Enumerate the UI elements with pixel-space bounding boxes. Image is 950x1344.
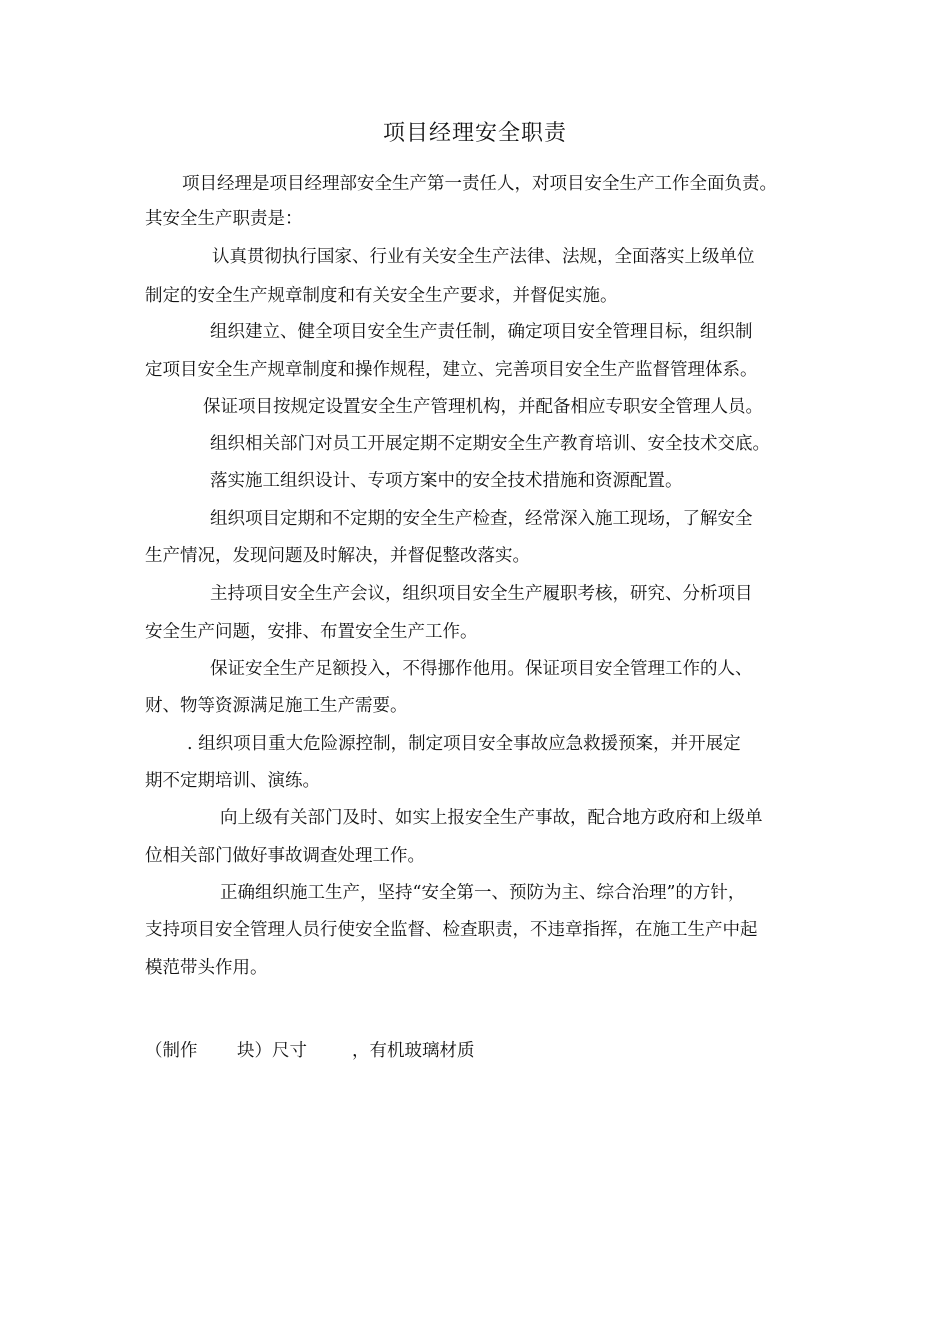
duty-2-line-1: 组织建立、健全项目安全生产责任制，确定项目安全管理目标，组织制 [210,322,753,342]
footer-note-part-1: （制作 [145,1041,198,1061]
duty-6-line-1: 组织项目定期和不定期的安全生产检查，经常深入施工现场，了解安全 [210,509,753,529]
duty-6-line-2: 生产情况，发现问题及时解决，并督促整改落实。 [145,546,530,566]
duty-5-line-1: 落实施工组织设计、专项方案中的安全技术措施和资源配置。 [210,471,683,491]
duty-11-line-1: 正确组织施工生产，坚持“安全第一、预防为主、综合治理”的方针， [220,883,746,903]
duty-9-line-1: . 组织项目重大危险源控制，制定项目安全事故应急救援预案，并开展定 [187,734,741,754]
duty-7-line-2: 安全生产问题，安排、布置安全生产工作。 [145,622,478,642]
duty-9-line-2: 期不定期培训、演练。 [145,771,320,791]
duty-11-line-2: 支持项目安全管理人员行使安全监督、检查职责，不违章指挥，在施工生产中起 [145,920,758,940]
duty-8-line-2: 财、物等资源满足施工生产需要。 [145,696,408,716]
duty-11-line-3: 模范带头作用。 [145,958,268,978]
duty-8-line-1: 保证安全生产足额投入，不得挪作他用。保证项目安全管理工作的人、 [210,659,753,679]
duty-3-line-1: 保证项目按规定设置安全生产管理机构，并配备相应专职安全管理人员。 [203,397,763,417]
duty-2-line-2: 定项目安全生产规章制度和操作规程，建立、完善项目安全生产监督管理体系。 [145,360,758,380]
duty-1-line-1: 认真贯彻执行国家、行业有关安全生产法律、法规，全面落实上级单位 [212,247,755,267]
duty-4-line-1: 组织相关部门对员工开展定期不定期安全生产教育培训、安全技术交底。 [210,434,770,454]
footer-note-part-3: ，有机玻璃材质 [352,1041,475,1061]
intro-line-2: 其安全生产职责是： [145,209,303,229]
duty-1-line-2: 制定的安全生产规章制度和有关安全生产要求，并督促实施。 [145,286,618,306]
document-title: 项目经理安全职责 [382,121,567,146]
duty-7-line-1: 主持项目安全生产会议，组织项目安全生产履职考核，研究、分析项目 [210,584,753,604]
duty-10-line-2: 位相关部门做好事故调查处理工作。 [145,846,425,866]
duty-10-line-1: 向上级有关部门及时、如实上报安全生产事故，配合地方政府和上级单 [220,808,763,828]
intro-line-1: 项目经理是项目经理部安全生产第一责任人，对项目安全生产工作全面负责。 [182,174,777,194]
footer-note-part-2: 块）尺寸 [237,1041,307,1061]
